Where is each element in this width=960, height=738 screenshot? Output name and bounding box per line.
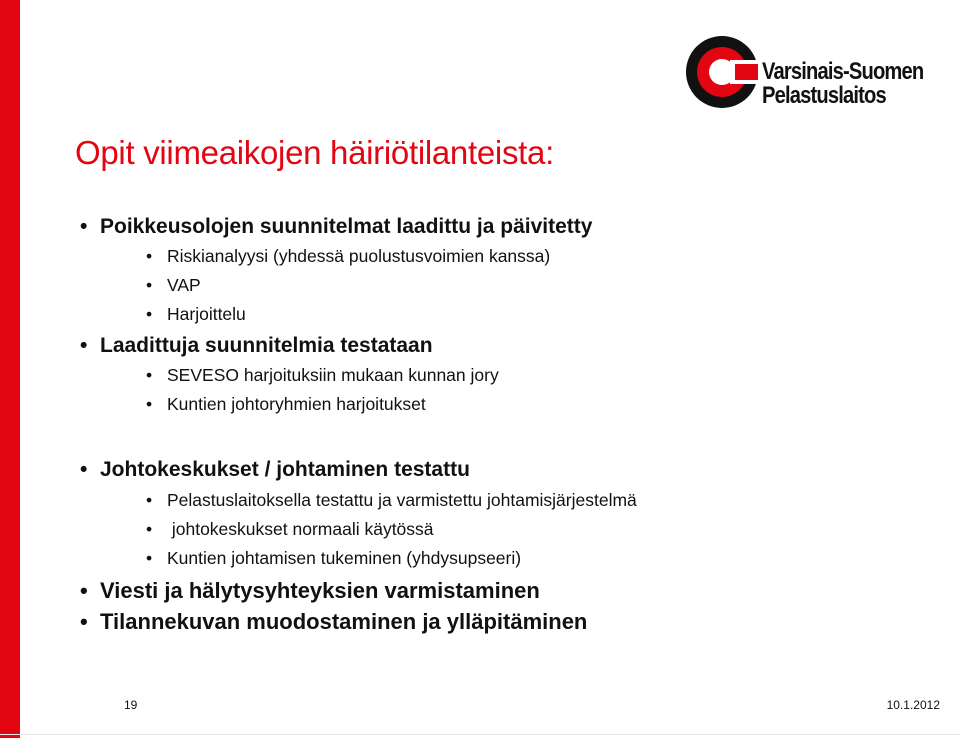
sub-bullet-item — [146, 548, 521, 569]
bullet-item — [80, 609, 587, 635]
sub-bullet-item — [146, 246, 550, 267]
slide-title: Opit viimeaikojen häiriötilanteista: — [75, 134, 554, 171]
bullet-icon: • — [146, 246, 153, 266]
bullet-text: Johtokeskukset / johtaminen testattu — [100, 458, 470, 481]
bullet-item — [80, 458, 470, 482]
bullet-icon: • — [146, 365, 153, 385]
bullet-text: Poikkeusolojen suunnitelmat laadittu ja päivitetty — [100, 215, 593, 238]
bullet-icon: • — [146, 275, 153, 295]
bullet-icon: • — [80, 334, 88, 357]
brand-logo — [686, 36, 960, 112]
bullet-text: Pelastuslaitoksella testattu ja varmistettu johtamisjärjestelmä — [167, 490, 637, 510]
bullet-icon: • — [80, 215, 88, 238]
bullet-icon: • — [80, 609, 88, 634]
bullet-text: johtokeskukset normaali käytössä — [167, 519, 434, 539]
bullet-text: VAP — [167, 275, 201, 295]
bullet-item — [80, 578, 540, 604]
bullet-icon: • — [146, 490, 153, 510]
bullet-item — [80, 334, 433, 358]
bullet-text: Laadittuja suunnitelmia testataan — [100, 334, 433, 357]
sub-bullet-item — [146, 304, 246, 325]
brand-name-line1: Varsinais-Suomen — [762, 58, 924, 85]
bullet-icon: • — [146, 519, 153, 539]
bullet-text: Kuntien johtamisen tukeminen (yhdysupseeri) — [167, 548, 522, 568]
bullet-icon: • — [146, 548, 153, 568]
footer-divider — [0, 734, 960, 735]
sub-bullet-item — [146, 394, 426, 415]
bullet-icon: • — [146, 304, 153, 324]
sub-bullet-item — [146, 490, 637, 511]
sub-bullet-item — [146, 519, 434, 540]
page-number: 19 — [124, 698, 138, 712]
bullet-text: Harjoittelu — [167, 304, 246, 324]
brand-name — [762, 60, 923, 108]
red-ring-logo-icon — [686, 36, 758, 108]
bullet-text: Viesti ja hälytysyhteyksien varmistaminen — [100, 578, 540, 603]
bullet-icon: • — [146, 394, 153, 414]
bullet-text: Tilannekuvan muodostaminen ja ylläpitäminen — [100, 609, 588, 634]
footer-date: 10.1.2012 — [886, 698, 940, 712]
sub-bullet-item — [146, 275, 201, 296]
bullet-item — [80, 215, 592, 239]
bullet-icon: • — [80, 458, 88, 481]
bullet-icon: • — [80, 578, 88, 603]
red-side-bar — [0, 0, 20, 738]
sub-bullet-item — [146, 365, 499, 386]
brand-name-line2: Pelastuslaitos — [762, 82, 886, 109]
bullet-text: SEVESO harjoituksiin mukaan kunnan jory — [167, 365, 499, 385]
bullet-text: Kuntien johtoryhmien harjoitukset — [167, 394, 426, 414]
bullet-text: Riskianalyysi (yhdessä puolustusvoimien kanssa) — [167, 246, 551, 266]
